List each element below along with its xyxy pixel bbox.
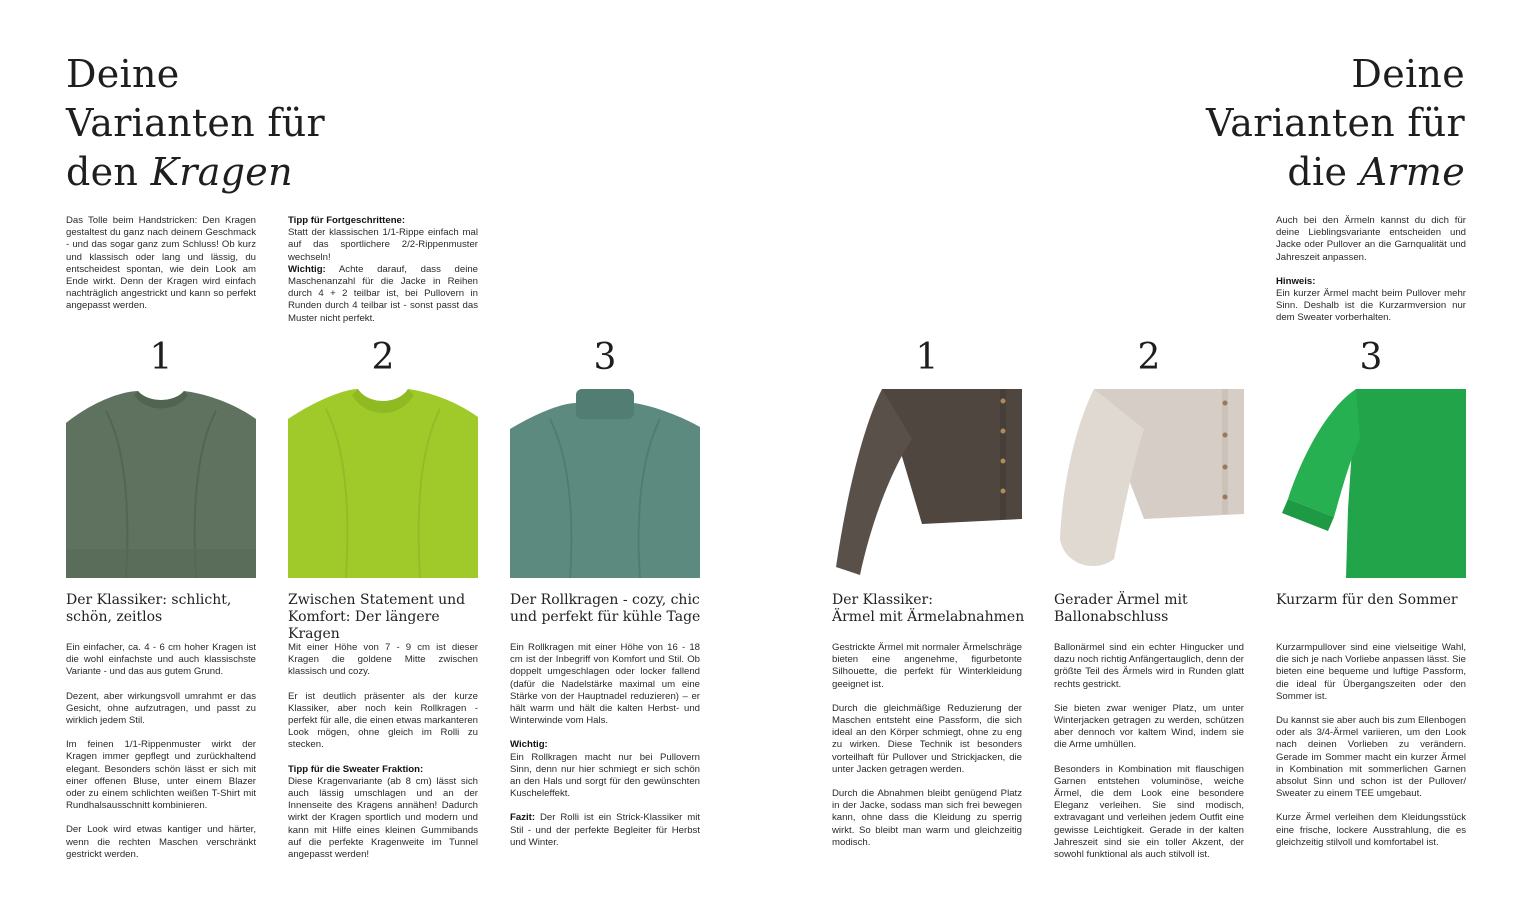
variant-number: 3 [593, 337, 617, 378]
collar-intro: Das Tolle beim Handstricken: Den Kragen gestaltest du ganz nach deinem Geschmack - und das sogar ganz zum Schluss! Ob kurz und klassisch oder lang und lässig, du entscheidest spontan, wie dein Look am Ende wirkt. Denn der Kragen wird einfach nachträglich angestrickt und kann so perfekt angepasst werden. [66, 215, 256, 312]
variant-description: Gestrickte Ärmel mit normaler Ärmelschräge bieten eine angenehme, figurbetonte Silhouette, die perfekt für Winterkleidung geeignet ist. Durch die gleichmäßige Reduzierung der Maschen entsteht eine Passform, die sich ideal an den Körper schmiegt, ohne zu eng zu wirken. Diese Technik ist besonders vorteilhaft für Pullover und Strickjacken, die unter Jacken getragen werden. Durch die Abnahmen bleibt genügend Platz in der Jacke, sodass man sich frei bewegen kann, ohne dass die Kleidung zu sperrig wirkt. So bleibt man warm und gleichzeitig modisch. [832, 642, 1022, 848]
lime-sweater-image [288, 389, 478, 578]
variant-description: Ein Rollkragen mit einer Höhe von 16 - 18 cm ist der Inbegriff von Komfort und Stil. Ob doppelt umgeschlagen oder locker fallend (dafür die Nadelstärke maximal um eine Stärke von der Hauptnadel reduzieren) – er hält warm und hält die kalten Herbst- und Winterwinde vom Hals. Wichtig: Ein Rollkragen macht nur bei Pullovern Sinn, denn nur hier schmiegt er sich schön an den Hals und sorgt für den gewünschten Kuscheleffekt. Fazit: Der Rolli ist ein Strick-Klassiker mit Stil - und der perfekte Begleiter für Herbst und Winter. [510, 642, 700, 848]
variant-number: 1 [149, 337, 173, 378]
variant-title: Der Rollkragen - cozy, chic und perfekt für kühle Tage [510, 592, 701, 625]
variant-title: Der Klassiker: schlicht, schön, zeitlos [66, 592, 232, 625]
photo-teal-turtleneck [510, 389, 700, 578]
photo-sage-sweater [66, 389, 256, 578]
title-collar-variants: Deine Varianten für den Kragen [66, 52, 325, 194]
variant-number: 3 [1359, 337, 1383, 378]
teal-turtleneck-image [510, 389, 700, 578]
variant-description: Ballonärmel sind ein echter Hingucker und dazu noch richtig Anfängertauglich, denn der größte Teil des Ärmels wird in Runden glatt rechts gestrickt. Sie bieten zwar weniger Platz, um unter Winterjacken getragen zu werden, schützen aber dennoch vor kaltem Wind, indem sie die Arme umhüllen. Besonders in Kombination mit flauschigen Garnen entstehen voluminöse, weiche Ärmel, die dem Look eine besondere Eleganz verleihen. Sie sind modisch, extravagant und verleihen jedem Outfit eine gewisse Leichtigkeit. Gerade in der kalten Jahreszeit sind sie ein toller Akzent, der sowohl funktional als auch stilvoll ist. [1054, 642, 1244, 861]
variant-number: 1 [915, 337, 939, 378]
photo-lime-sweater [288, 389, 478, 578]
green-short-sleeve-image [1276, 389, 1466, 578]
photo-brown-cardigan [832, 389, 1022, 578]
variant-description: Mit einer Höhe von 7 - 9 cm ist dieser Kragen die goldene Mitte zwischen klassisch und cozy. Er ist deutlich präsenter als der kurze Klassiker, aber noch kein Rollkragen - perfekt für alle, die einen etwas markanteren Look mögen, ohne gleich im Rolli zu stecken. Tipp für die Sweater Fraktion: Diese Kragenvariante (ab 8 cm) lässt sich auch lässig umschlagen und an der Innenseite des Kragens annähen! Dadurch wirkt der Kragen sportlich und modern und kann mit Hilfe eines kleinen Gummibands auf die perfekte Kragenweite im Tunnel angepasst werden! [288, 642, 478, 861]
variant-description: Ein einfacher, ca. 4 - 6 cm hoher Kragen ist die wohl einfachste und auch klassischste Variante - und das aus gutem Grund. Dezent, aber wirkungsvoll umrahmt er das Gesicht, ohne aufzutragen, und passt zu wirklich jedem Stil. Im feinen 1/1-Rippenmuster wirkt der Kragen immer gepflegt und zurückhaltend elegant. Besonders schön lässt er sich mit einer offenen Bluse, unter einem Blazer oder zu einem schlichten weißen T-Shirt mit Rundhalsausschnitt kombinieren. Der Look wird etwas kantiger und härter, wenn die rechten Maschen verschränkt gestrickt werden. [66, 642, 256, 860]
variant-title: Zwischen Statement und Komfort: Der längere Kragen [288, 592, 466, 642]
variant-title: Kurzarm für den Sommer [1276, 592, 1458, 608]
variant-description: Kurzarmpullover sind eine vielseitige Wahl, die sich je nach Vorliebe anpassen lässt. Sie bieten eine bequeme und luftige Passform, die ideal für Übergangszeiten oder den Sommer ist. Du kannst sie aber auch bis zum Ellenbogen oder als 3/4-Ärmel variieren, um den Look nach deinen Vorlieben zu verändern. Gerade im Sommer macht ein kurzer Ärmel in Kombination mit sommerlichen Garnen absolut Sinn und schon ist der Pullover/ Sweater zu einem TEE umgebaut. Kurze Ärmel verleihen dem Kleidungsstück eine frische, lockere Ausstrahlung, die es gleichzeitig stilvoll und komfortabel ist. [1276, 642, 1466, 848]
beige-cardigan-image [1054, 389, 1244, 578]
sleeve-intro: Auch bei den Ärmeln kannst du dich für deine Lieblingsvariante entscheiden und Jacke oder Pullover an die Garnqualität und Jahreszeit anpassen. Hinweis: Ein kurzer Ärmel macht beim Pullover mehr Sinn. Deshalb ist die Kurzarmversion nur dem Sweater vorberhalten. [1276, 215, 1466, 324]
variant-title: Gerader Ärmel mit Ballonabschluss [1054, 592, 1188, 625]
photo-beige-cardigan [1054, 389, 1244, 578]
variant-title: Der Klassiker: Ärmel mit Ärmelabnahmen [832, 592, 1025, 625]
photo-green-short-sleeve [1276, 389, 1466, 578]
sage-sweater-image [66, 389, 256, 578]
collar-tip: Tipp für Fortgeschrittene: Statt der klassischen 1/1-Rippe einfach mal auf das sportlichere 2/2-Rippenmuster wechseln! Wichtig: Achte darauf, dass deine Maschenanzahl für die Jacke in Reihen durch 4 + 2 teilbar ist, bei Pullovern in Runden durch 4 teilbar ist - sonst passt das Muster nicht perfekt. [288, 215, 479, 324]
title-sleeve-variants: Deine Varianten für die Arme [1206, 52, 1465, 194]
brown-cardigan-image [832, 389, 1022, 578]
variant-number: 2 [1137, 337, 1161, 378]
variant-number: 2 [371, 337, 395, 378]
